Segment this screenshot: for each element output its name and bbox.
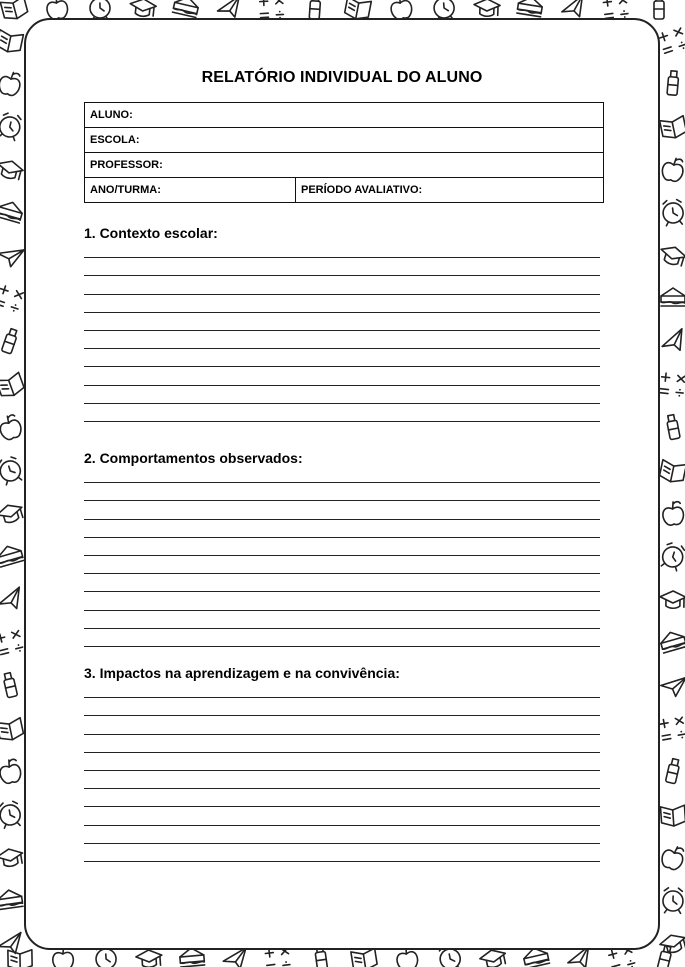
alarm-clock-icon [659, 541, 685, 571]
sandwich-icon [0, 888, 23, 909]
writing-line[interactable] [84, 771, 600, 789]
writing-line[interactable] [84, 826, 600, 844]
writing-line[interactable] [84, 313, 600, 331]
alarm-clock-icon [0, 112, 23, 141]
book-icon [659, 460, 685, 485]
student-info-table [84, 102, 604, 203]
sandwich-icon [517, 0, 544, 17]
writing-line[interactable] [84, 574, 600, 592]
alarm-clock-icon [662, 199, 685, 226]
escola-row [85, 128, 604, 153]
book-icon [0, 372, 25, 399]
apple-icon [661, 156, 685, 182]
apple-icon [0, 70, 22, 97]
glue-stick-icon [2, 672, 17, 698]
writing-line[interactable] [84, 367, 600, 385]
writing-lines-impactos[interactable] [84, 680, 600, 862]
graduation-cap-icon [0, 158, 25, 181]
writing-line[interactable] [84, 629, 600, 647]
book-icon [660, 116, 685, 141]
writing-line[interactable] [84, 465, 600, 483]
graduation-cap-icon [658, 244, 685, 268]
alarm-clock-icon [663, 888, 684, 914]
graduation-cap-icon [479, 947, 508, 967]
aluno-field[interactable]: ALUNO: [85, 103, 604, 128]
graduation-cap-icon [0, 502, 25, 526]
math-symbols-icon [0, 630, 24, 657]
alarm-clock-icon [0, 800, 22, 828]
book-icon [8, 950, 32, 967]
writing-line[interactable] [84, 611, 600, 629]
writing-line[interactable] [84, 680, 600, 698]
paper-plane-icon [0, 587, 24, 613]
paper-plane-icon [222, 948, 248, 967]
professor-row [85, 153, 604, 178]
apple-icon [662, 501, 684, 526]
glue-stick-icon [657, 945, 673, 967]
periodo-avaliativo-field[interactable]: PERÍODO AVALIATIVO: [296, 178, 604, 203]
writing-line[interactable] [84, 483, 600, 501]
writing-line[interactable] [84, 789, 600, 807]
writing-line[interactable] [84, 753, 600, 771]
glue-stick-icon [1, 328, 18, 354]
writing-line[interactable] [84, 698, 600, 716]
sandwich-icon [659, 629, 685, 653]
glue-stick-icon [666, 414, 680, 439]
graduation-cap-icon [660, 591, 685, 609]
book-icon [0, 718, 24, 743]
writing-lines-contexto[interactable] [84, 240, 600, 422]
writing-line[interactable] [84, 592, 600, 610]
writing-line[interactable] [84, 538, 600, 556]
ano-turma-field[interactable]: ANO/TURMA: [85, 178, 296, 203]
writing-line[interactable] [84, 349, 600, 367]
writing-line[interactable] [84, 735, 600, 753]
writing-line[interactable] [84, 258, 600, 276]
graduation-cap-icon [474, 0, 501, 17]
writing-line[interactable] [84, 404, 600, 422]
paper-plane-icon [659, 329, 685, 355]
writing-line[interactable] [84, 501, 600, 519]
report-sheet [24, 18, 660, 950]
math-symbols-icon [259, 0, 283, 20]
glue-stick-icon [654, 0, 664, 19]
book-icon [660, 805, 685, 827]
writing-line[interactable] [84, 331, 600, 349]
professor-field[interactable]: PROFESSOR: [85, 153, 604, 178]
sandwich-icon [661, 288, 685, 306]
sandwich-icon [0, 199, 24, 223]
section-heading-comportamentos: 2. Comportamentos observados: [84, 450, 303, 466]
ano-periodo-row [85, 178, 604, 203]
glue-stick-icon [665, 758, 680, 784]
writing-line[interactable] [84, 276, 600, 294]
writing-line[interactable] [84, 844, 600, 862]
graduation-cap-icon [135, 949, 162, 967]
section-heading-contexto: 1. Contexto escolar: [84, 225, 218, 241]
apple-icon [659, 843, 685, 871]
writing-line[interactable] [84, 520, 600, 538]
apple-icon [0, 413, 24, 441]
graduation-cap-icon [129, 0, 157, 18]
graduation-cap-icon [0, 847, 24, 868]
escola-field[interactable]: ESCOLA: [85, 128, 604, 153]
paper-plane-icon [660, 675, 685, 698]
writing-line[interactable] [84, 807, 600, 825]
glue-stick-icon [667, 71, 679, 96]
math-symbols-icon [659, 716, 685, 742]
page-title: RELATÓRIO INDIVIDUAL DO ALUNO [201, 69, 483, 86]
book-icon [0, 30, 23, 55]
paper-plane-icon [0, 243, 24, 269]
aluno-row [85, 103, 604, 128]
sandwich-icon [0, 543, 24, 567]
writing-line[interactable] [84, 556, 600, 574]
glue-stick-icon [309, 0, 321, 19]
section-heading-impactos: 3. Impactos na aprendizagem e na convivência: [84, 665, 400, 681]
math-symbols-icon [660, 373, 685, 397]
writing-line[interactable] [84, 716, 600, 734]
paper-plane-icon [216, 0, 243, 20]
writing-line[interactable] [84, 240, 600, 258]
apple-icon [0, 758, 22, 784]
book-icon [0, 0, 28, 22]
writing-line[interactable] [84, 386, 600, 404]
writing-line[interactable] [84, 295, 600, 313]
writing-lines-comportamentos[interactable] [84, 465, 600, 647]
sandwich-icon [173, 0, 200, 17]
alarm-clock-icon [0, 455, 24, 485]
book-icon [351, 948, 378, 967]
math-symbols-icon [0, 285, 24, 313]
math-symbols-icon [658, 27, 685, 55]
